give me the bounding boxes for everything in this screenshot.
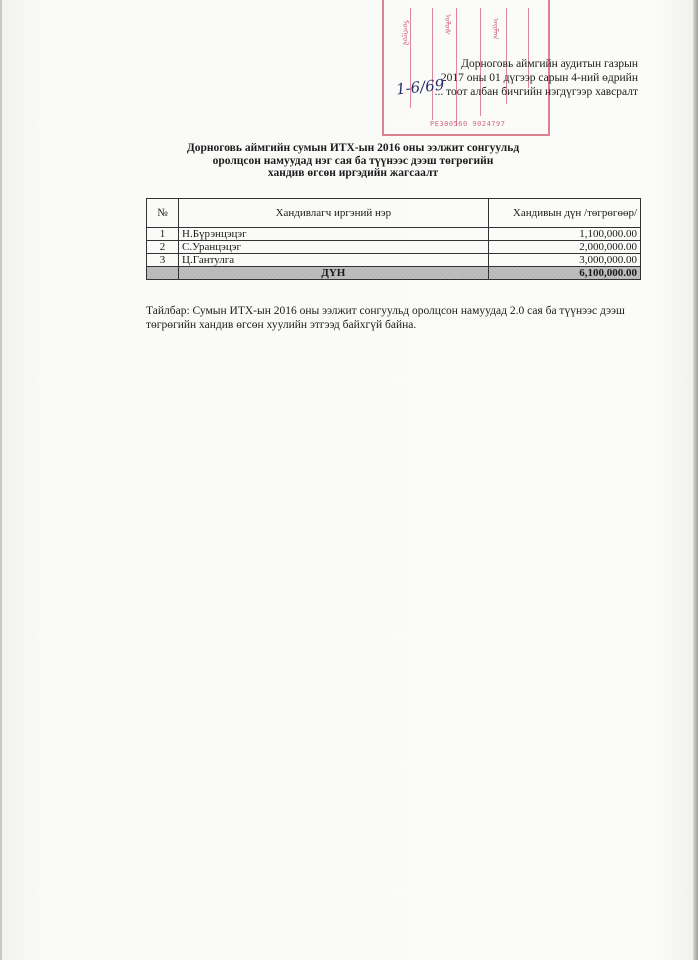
table-row	[147, 228, 641, 241]
attachment-reference	[435, 57, 638, 99]
donation-amount: 3,000,000.00	[488, 254, 640, 267]
address-line-1: Дорноговь аймгийн аудитын газрын	[461, 58, 638, 70]
header-donation-amount: Хандивын дүн /төгрөгөөр/	[488, 199, 640, 228]
total-label: ДҮН	[179, 267, 489, 280]
stamp-script-mark: ᠤᠯᠤᠰ	[443, 14, 452, 35]
donor-name: Ц.Гантулга	[179, 254, 489, 267]
total-amount: 6,100,000.00	[488, 267, 640, 280]
table-row	[147, 254, 641, 267]
donors-table	[146, 198, 641, 280]
donor-name: Н.Бүрэнцэцэг	[179, 228, 489, 241]
row-number: 1	[147, 228, 179, 241]
title-line-1: Дорноговь аймгийн сумын ИТХ-ын 2016 оны ээлжит сонгуульд	[186, 142, 520, 154]
title-line-2: оролцсон намуудад нэг сая ба түүнээс дээш төгрөгийн	[212, 154, 494, 167]
donation-amount: 1,100,000.00	[488, 228, 640, 241]
address-line-2: 2017 оны 01 дүгээр сарын 4-ний өдрийн	[440, 72, 638, 84]
stamp-column-line	[432, 8, 433, 120]
title-line-3: хандив өгсөн иргэдийн жагсаалт	[267, 167, 439, 179]
row-number: 3	[147, 254, 179, 267]
document-title	[0, 142, 698, 180]
header-number: №	[147, 199, 179, 228]
total-empty-cell	[147, 267, 179, 280]
address-line-3: ... тоот албан бичгийн нэгдүгээр хавсралт	[434, 86, 638, 98]
footnote: Тайлбар: Сумын ИТХ-ын 2016 оны ээлжит сонгуульд оролцсон намуудад 2.0 сая ба түүнээс дээш төгрөгийн хандив өгсөн хуулийн этгээд байхгүй байна.	[146, 305, 625, 331]
stamp-serial-number: РЕЗ00560 9024797	[430, 120, 506, 128]
stamp-script-mark: ᠠᠢᠮᠠᠭ	[491, 18, 500, 40]
table-header-row	[147, 199, 641, 228]
table-total-row	[147, 267, 641, 280]
stamp-script-mark: ᠮᠣᠩᠭᠣᠯ	[401, 20, 410, 46]
table-row	[147, 241, 641, 254]
handwritten-letter-number: 1-6/69	[395, 75, 446, 99]
donation-amount: 2,000,000.00	[488, 241, 640, 254]
donor-name: С.Уранцэцэг	[179, 241, 489, 254]
row-number: 2	[147, 241, 179, 254]
header-donor-name: Хандивлагч иргэний нэр	[179, 199, 489, 228]
